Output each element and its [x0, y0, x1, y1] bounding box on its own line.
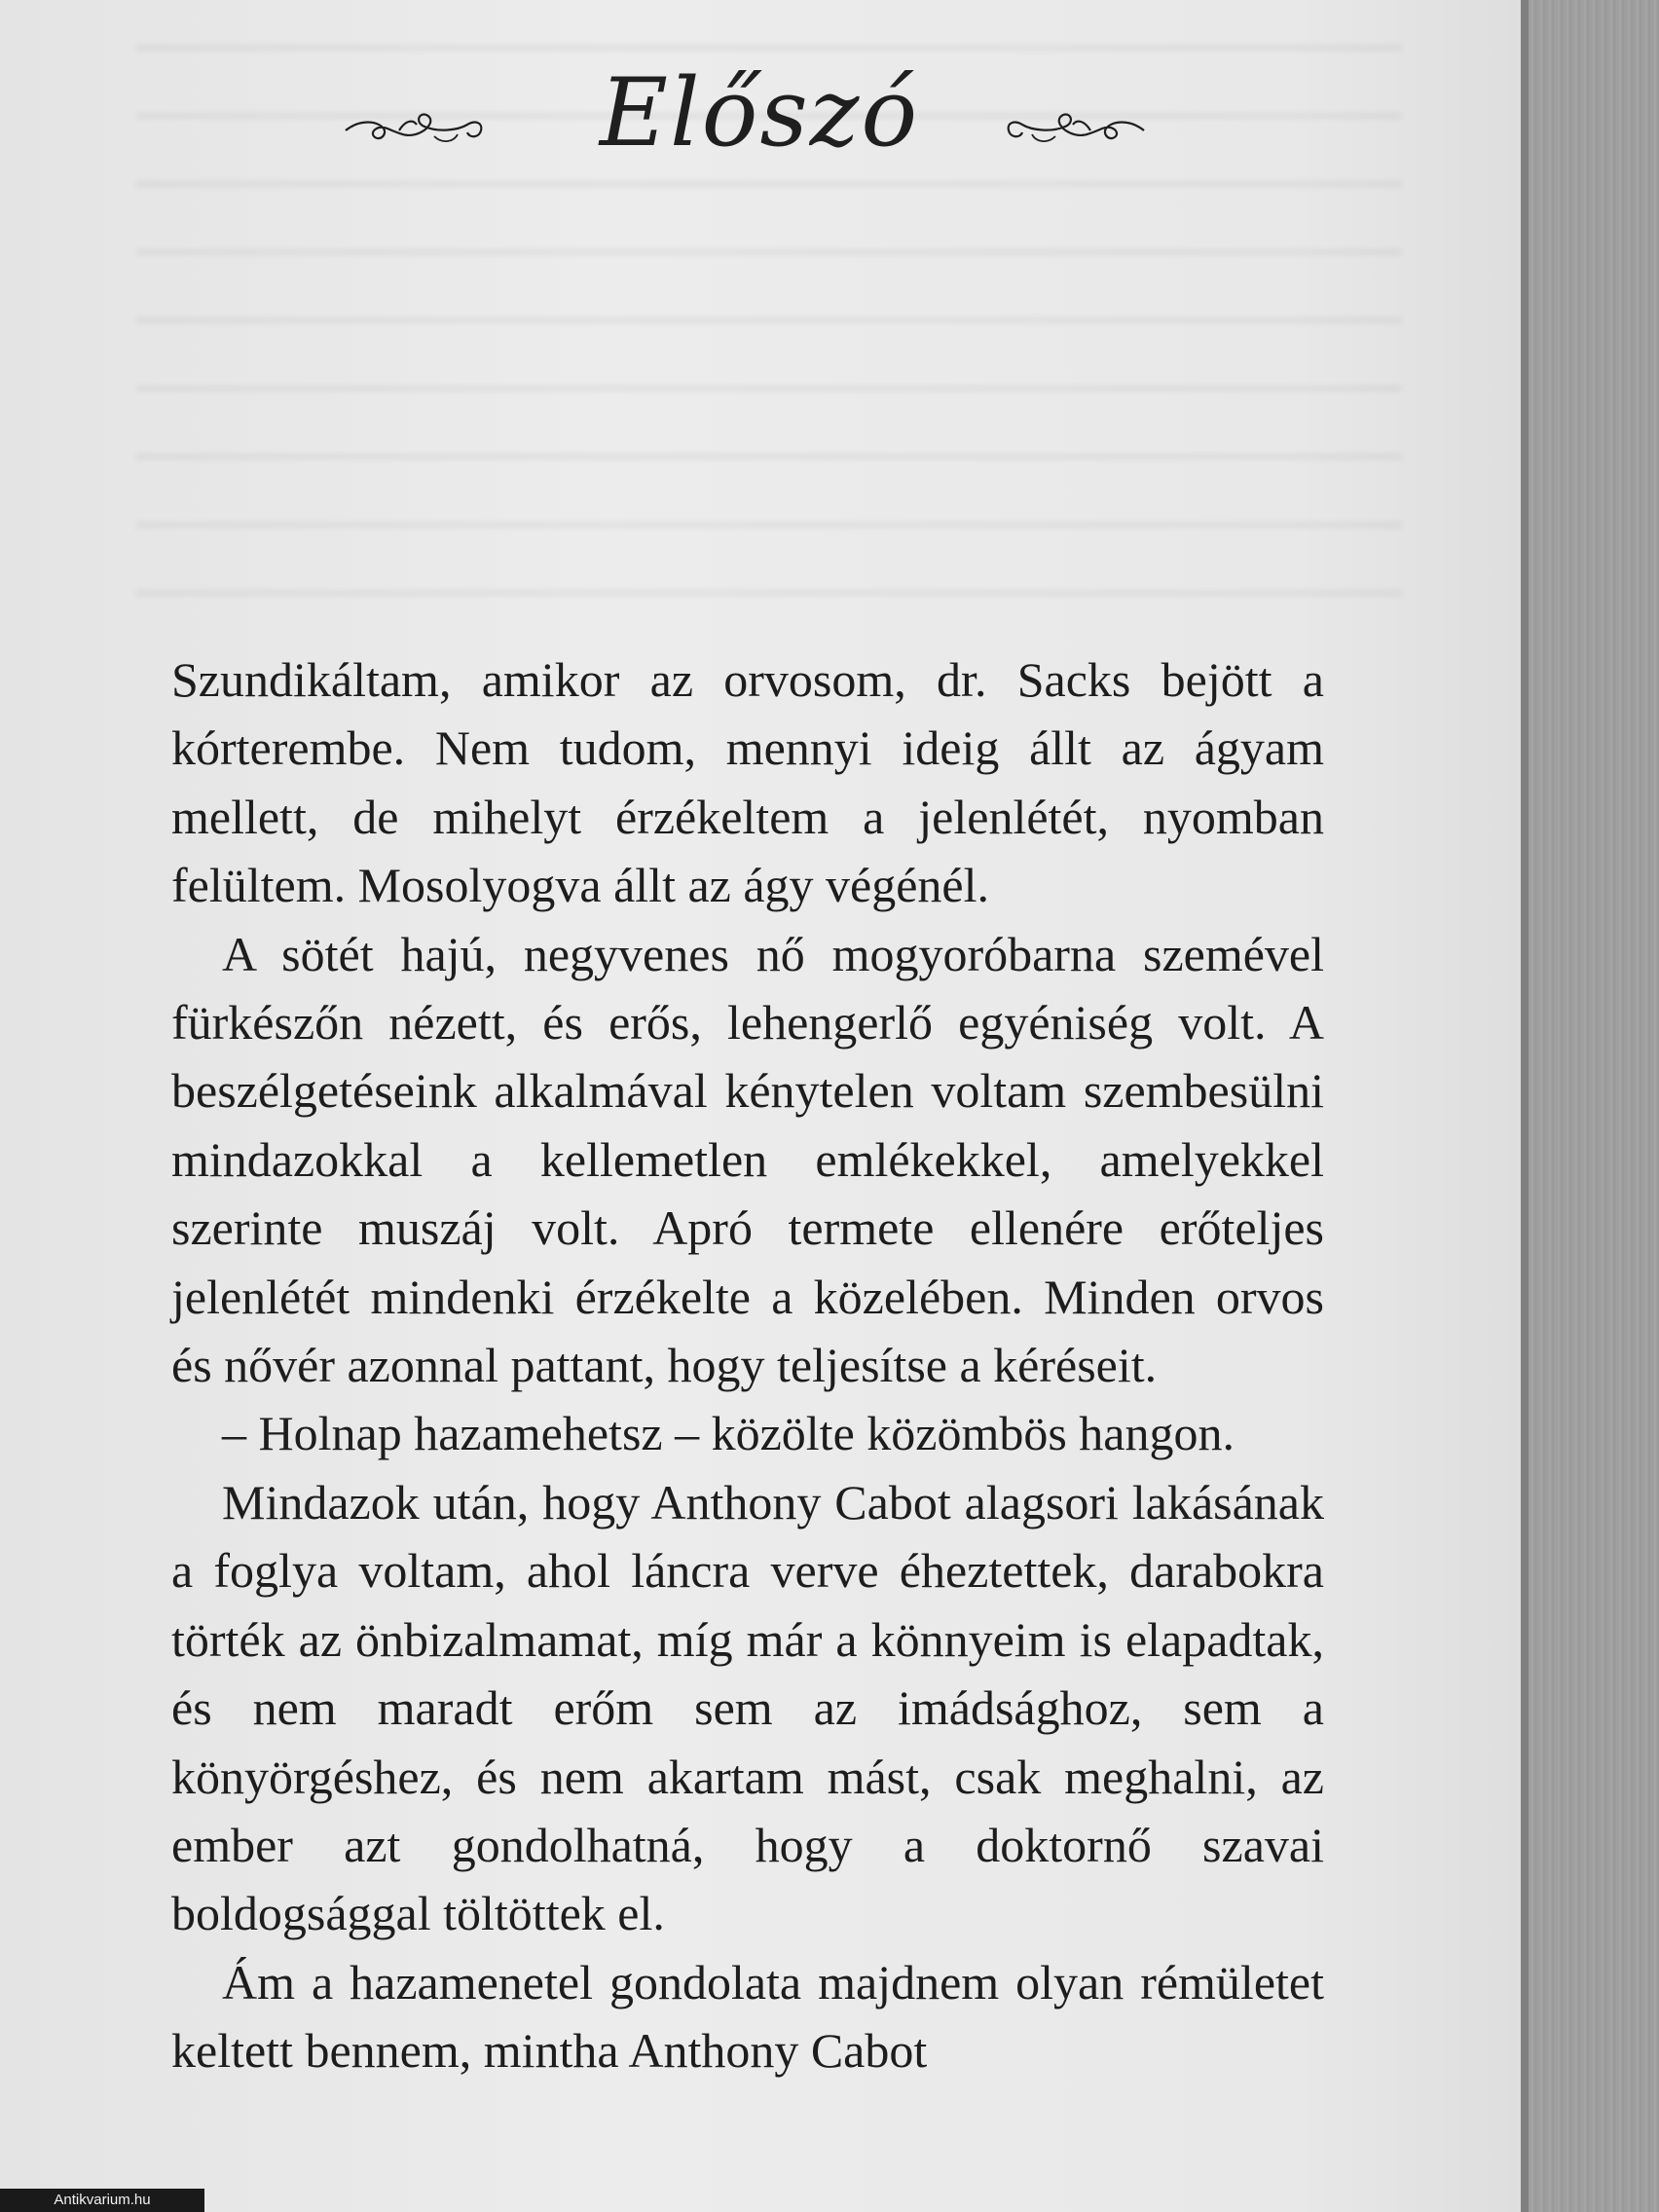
chapter-title: Előszó [599, 58, 920, 167]
paragraph: Szundikáltam, amikor az orvosom, dr. Sacks bejött a kórterembe. Nem tudom, mennyi ideig állt az ágyam mellett, de mihelyt érzékeltem a jelenlétét, nyomban felültem. Mosolyogva állt az ágy végénél. [171, 652, 1324, 913]
paragraph: Mindazok után, hogy Anthony Cabot alagsori lakásának a foglya voltam, ahol láncra verve éheztettek, darabokra törték az önbizalmamat, míg már a könnyeim is elapadtak, és nem maradt erőm sem az imádsághoz, sem a könyörgéshez, és nem akartam mást, csak meghalni, az ember azt gondolhatná, hogy a doktornő szavai boldogsággal töltöttek el. [171, 1474, 1324, 1941]
body-text [171, 645, 1324, 2085]
page-stack-edge [1521, 0, 1659, 2212]
paragraph: Ám a hazamenetel gondolata majdnem olyan rémületet keltett bennem, mintha Anthony Cabot [171, 1954, 1324, 2079]
dialogue-line: – Holnap hazamehetsz – közölte közömbös hangon. [222, 1406, 1235, 1461]
watermark: Antikvarium.hu [0, 2189, 204, 2212]
chapter-heading [331, 58, 1188, 214]
right-flourish-ornament [1003, 99, 1149, 158]
left-flourish-ornament [341, 99, 487, 158]
paragraph: A sötét hajú, negyvenes nő mogyoróbarna szemével fürkészőn nézett, és erős, lehengerlő egyéniség volt. A beszélgetéseink alkalmával kénytelen voltam szembesülni mindazokkal a kellemetlen emlékekkel, amelyekkel szerinte muszáj volt. Apró termete ellenére erőteljes jelenlétét mindenki érzékelte a közelében. Minden orvos és nővér azonnal pattant, hogy teljesítse a kéréseit. [171, 926, 1324, 1393]
